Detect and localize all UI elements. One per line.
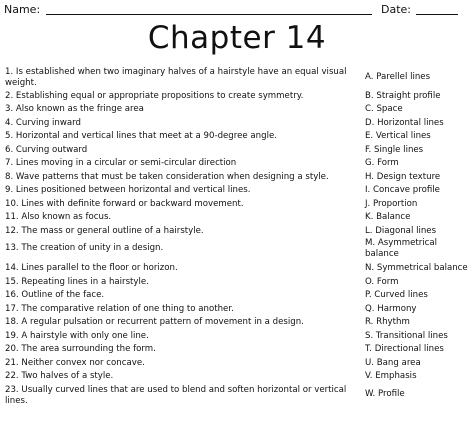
answer-item: F. Single lines [365, 145, 424, 155]
answer-item: P. Curved lines [365, 290, 428, 300]
answer-item: M. Asymmetrical balance [365, 238, 438, 259]
answer-item: K. Balance [365, 212, 411, 222]
question-item: 16. Outline of the face. [5, 290, 105, 300]
answer-item: J. Proportion [365, 199, 418, 209]
answer-item: H. Design texture [365, 172, 441, 182]
answer-item: B. Straight profile [365, 91, 441, 101]
question-item: 17. The comparative relation of one thing to another. [5, 304, 234, 314]
question-item: 14. Lines parallel to the floor or horizon. [5, 263, 178, 273]
answer-item: T. Directional lines [365, 344, 444, 354]
question-item: 11. Also known as focus. [5, 212, 112, 222]
question-item: 3. Also known as the fringe area [5, 104, 144, 114]
question-item: 9. Lines positioned between horizontal and vertical lines. [5, 185, 251, 195]
question-item: 1. Is established when two imaginary halves of a hairstyle have an equal visual weight. [5, 67, 347, 88]
question-item: 5. Horizontal and vertical lines that meet at a 90-degree angle. [5, 131, 277, 141]
question-item: 6. Curving outward [5, 145, 88, 155]
question-item: 10. Lines with definite forward or backward movement. [5, 199, 244, 209]
answer-item: S. Transitional lines [365, 331, 448, 341]
question-item: 4. Curving inward [5, 118, 81, 128]
question-item: 12. The mass or general outline of a hairstyle. [5, 226, 204, 236]
answer-item: R. Rhythm [365, 317, 410, 327]
answer-item: D. Horizontal lines [365, 118, 444, 128]
answer-item: V. Emphasis [365, 371, 417, 381]
page-title: Chapter 14 [147, 20, 327, 56]
question-item: 19. A hairstyle with only one line. [5, 331, 149, 341]
question-item: 22. Two halves of a style. [5, 371, 114, 381]
name-label: Name: [4, 3, 41, 16]
answer-item: O. Form [365, 277, 399, 287]
question-item: 2. Establishing equal or appropriate propositions to create symmetry. [5, 91, 304, 101]
question-item: 7. Lines moving in a circular or semi-circular direction [5, 158, 237, 168]
question-item: 13. The creation of unity in a design. [5, 243, 164, 253]
answer-item: E. Vertical lines [365, 131, 431, 141]
answer-item: C. Space [365, 104, 403, 114]
date-blank-line [416, 14, 458, 15]
date-label: Date: [381, 3, 411, 16]
answer-item: Q. Harmony [365, 304, 417, 314]
question-item: 8. Wave patterns that must be taken consideration when designing a style. [5, 172, 329, 182]
answer-item: N. Symmetrical balance [365, 263, 468, 273]
question-item: 15. Repeating lines in a hairstyle. [5, 277, 149, 287]
question-item: 20. The area surrounding the form. [5, 344, 156, 354]
question-item: 23. Usually curved lines that are used to blend and soften horizontal or vertical lines. [5, 385, 347, 406]
answer-item: U. Bang area [365, 358, 421, 368]
question-item: 18. A regular pulsation or recurrent pattern of movement in a design. [5, 317, 304, 327]
question-item: 21. Neither convex nor concave. [5, 358, 145, 368]
answer-item: W. Profile [365, 389, 405, 399]
answer-item: I. Concave profile [365, 185, 440, 195]
answer-item: A. Parellel lines [365, 72, 431, 82]
answer-item: G. Form [365, 158, 399, 168]
worksheet-header [4, 3, 470, 17]
name-blank-line [46, 14, 372, 15]
answer-item: L. Diagonal lines [365, 226, 437, 236]
